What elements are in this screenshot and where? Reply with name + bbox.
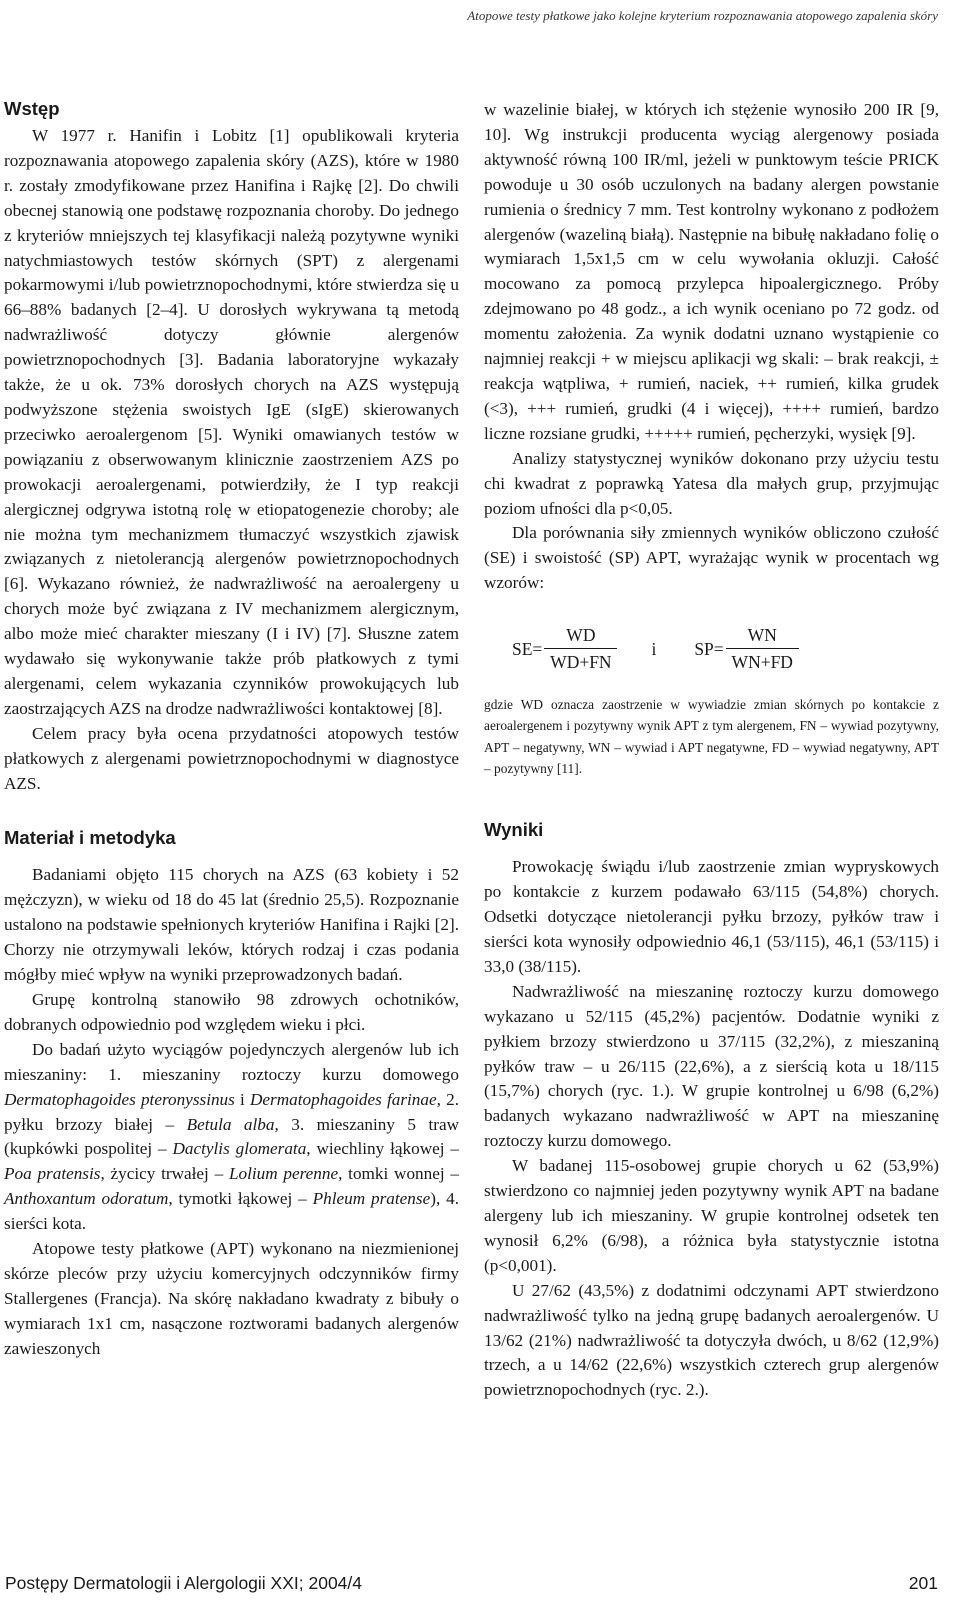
intro-paragraph-1: W 1977 r. Hanifin i Lobitz [1] opublikowali kryteria rozpoznawania atopowego zapalenia skóry (AZS), które w 1980 r. zostały zmodyfikowane przez Hanifina i Rajkę [2]. Do chwili obecnej stanowią one podstawę rozpoznania choroby. Do jednego z kryteriów mniejszych tej klasyfikacji należą pozytywne wyniki natychmiastowych testów skórnych (SPT) z alergenami pokarmowymi i/lub powietrznopochodnymi, które stwierdza się u 66–88% badanych [2–4]. U dorosłych wykrywana tą metodą nadwrażliwość dotyczy głównie alergenów powietrznopochodnych [3]. Badania laboratoryjne wykazały także, że u ok. 73% dorosłych chorych na AZS występują podwyższone stężenia swoistych IgE (sIgE) skierowanych przeciwko aeroalergenom [5]. Wyniki omawianych testów w powiązaniu z obserwowanym klinicznie zaostrzeniem AZS po prowokacji aeroalergenami, potwierdziły, że I typ reakcji alergicznej odgrywa istotną rolę w etiopatogenezie choroby; ale nie można tym mechanizmem tłumaczyć wszystkich zjawisk związanych z nietolerancją alergenów powietrznopochodnych [6]. Wykazano również, że nadwrażliwość na aeroalergeny u chorych może być związana z IV mechanizmem alergicznym, albo może mieć charakter mieszany (I i IV) [7]. Słuszne zatem wydawało się wykonywanie także prób płatkowych z tymi alergenami, celem wykazania czynników prowokujących lub zaostrzających AZS na drodze nadwrażliwości kontaktowej [8]. [4, 126, 459, 718]
species-name: Dermatophagoides farinae [250, 1089, 437, 1109]
sp-numerator: WN [726, 624, 799, 649]
se-label: SE= [512, 639, 543, 660]
methods-paragraph-6: Analizy statystycznej wyników dokonano przy użyciu testu chi kwadrat z poprawką Yatesa dla małych grup, przyjmując poziom ufności dla p<0,05. [484, 448, 939, 518]
intro-paragraph-2: Celem pracy była ocena przydatności atopowych testów płatkowych z alergenami powietrznopochodnymi w diagnostyce AZS. [4, 723, 459, 793]
methods-paragraph-2: Grupę kontrolną stanowiło 98 zdrowych ochotników, dobranych odpowiednio pod względem wieku i płci. [4, 990, 459, 1034]
text-run: , wiechliny łąkowej – [306, 1139, 459, 1159]
sp-fraction [726, 624, 799, 674]
methods-heading: Materiał i metodyka [4, 827, 176, 849]
sp-denominator: WN+FD [731, 652, 793, 673]
methods-paragraph-4: Atopowe testy płatkowe (APT) wykonano na niezmienionej skórze pleców przy użyciu komercyjnych odczynników firmy Stallergenes (Francja). Na skórę nakładano kwadraty z bibuły o wymiarach 1x1 cm, nasączone roztworami badanych alergenów zawieszonych [4, 1239, 459, 1358]
species-name: Phleum pratense [312, 1189, 431, 1209]
text-run: i [234, 1089, 251, 1109]
results-heading: Wyniki [484, 819, 544, 841]
text-run: 3. mieszaniny 5 traw (kupkówki pospolitej – [4, 1114, 459, 1159]
left-column [4, 96, 459, 1362]
se-numerator: WD [544, 624, 617, 649]
right-column [484, 98, 939, 1403]
se-denominator: WD+FN [550, 652, 612, 673]
sp-label: SP= [694, 639, 724, 660]
species-name: Lolium perenne [228, 1164, 339, 1184]
species-name: Betula alba, [186, 1114, 279, 1134]
journal-footer: Postępy Dermatologii i Alergologii XXI; 2004/4 [5, 1573, 363, 1593]
formula-connector: i [651, 638, 657, 659]
species-name: Anthoxantum odoratum [4, 1189, 169, 1209]
species-name: Dactylis glomerata [172, 1139, 307, 1159]
text-run: , tomki wonnej – [338, 1164, 459, 1184]
se-fraction [544, 624, 617, 674]
text-run: , tymotki łąkowej – [168, 1189, 313, 1209]
methods-paragraph-3 [4, 1038, 459, 1237]
running-head: Atopowe testy płatkowe jako kolejne kryterium rozpoznawania atopowego zapalenia skóry [467, 8, 938, 23]
text-run: Do badań użyto wyciągów pojedynczych alergenów lub ich mieszaniny: 1. mieszaniny roztoczy kurzu domowego [4, 1039, 459, 1084]
formula-footnote: gdzie WD oznacza zaostrzenie w wywiadzie zmian skórnych po kontakcie z aeroalergenem i pozytywny wynik APT z tym alergenem, FN – wywiad pozytywny, APT – negatywny, WN – wywiad i APT negatywne, FD – wywiad negatywny, APT – pozytywny [11]. [484, 697, 939, 777]
results-paragraph-4: U 27/62 (43,5%) z dodatnimi odczynami APT stwierdzono nadwrażliwość tylko na jedną grupę badanych aeroalergenów. U 13/62 (21%) nadwrażliwość ta dotyczyła dwóch, u 8/62 (12,9%) trzech, a u 14/62 (22,6%) wszystkich czterech grup alergenów powietrznopochodnych (ryc. 2.). [484, 1280, 939, 1400]
sensitivity-specificity-formula [512, 624, 939, 674]
species-name: Poa pratensis [4, 1164, 101, 1184]
text-run: , 2. pyłku brzozy białej – [4, 1089, 460, 1134]
methods-paragraph-1: Badaniami objęto 115 chorych na AZS (63 kobiety i 52 mężczyzn), w wieku od 18 do 45 lat (średnio 25,5). Rozpoznanie ustalono na podstawie spełnionych kryteriów Hanifina i Rajki [2]. Chorzy nie otrzymywali leków, których rodzaj i czas podania mógłby mieć wpływ na wyniki przeprowadzonych badań. [4, 865, 459, 985]
methods-paragraph-5: w wazelinie białej, w których ich stężenie wynosiło 200 IR [9, 10]. Wg instrukcji producenta wyciąg alergenowy posiada aktywność równą 100 IR/ml, jeżeli w punktowym teście PRICK powoduje u 30 osób uczulonych na badany alergen powstanie rumienia o średnicy 7 mm. Test kontrolny wykonano z podłożem alergenów (wazeliną białą). Następnie na bibułę nakładano folię o wymiarach 1,5x1,5 cm w celu wywołania okluzji. Całość mocowano za pomocą przylepca hipoalergicznego. Próby zdejmowano po 48 godz., a ich wynik oceniano po 72 godz. od momentu założenia. Za wynik dodatni uznano wystąpienie co najmniej reakcji + w miejscu aplikacji wg skali: – brak reakcji, ± reakcja wątpliwa, + rumień, naciek, ++ rumień, kilka grudek (<3), +++ rumień, grudki (4 i więcej), ++++ rumień, bardzo liczne rozsiane grudki, +++++ rumień, pęcherzyki, wysięk [9]. [484, 100, 939, 443]
page-number: 201 [908, 1573, 938, 1593]
results-paragraph-1: Prowokację świądu i/lub zaostrzenie zmian wypryskowych po kontakcie z kurzem podawało 63/115 (54,8%) chorych. Odsetki dotyczące nietolerancji pyłku brzozy, pyłków traw i sierści kota wynosiły odpowiednio 46,1 (53/115), 46,1 (53/115) i 33,0 (38/115). [484, 857, 939, 976]
methods-paragraph-7: Dla porównania siły zmiennych wyników obliczono czułość (SE) i swoistość (SP) APT, wyrażając wynik w procentach wg wzorów: [484, 523, 939, 593]
intro-heading: Wstęp [4, 98, 60, 119]
text-run: , życicy trwałej – [100, 1164, 229, 1184]
results-paragraph-2: Nadwrażliwość na mieszaninę roztoczy kurzu domowego wykazano u 52/115 (45,2%) pacjentów. Dodatnie wyniki z pyłkiem brzozy stwierdzono u 37/115 (32,2%), z mieszaniną pyłków traw – u 26/115 (22,6%), a z sierścią kota u 18/115 (15,7%) chorych (ryc. 1.). W grupie kontrolnej u 6/98 (6,2%) badanych wykazano nadwrażliwość w APT na mieszaninę roztoczy kurzu domowego. [484, 981, 939, 1151]
text-run: ), 4. sierści kota. [4, 1189, 460, 1234]
species-name: Dermatophagoides pteronyssinus [4, 1089, 235, 1109]
results-paragraph-3: W badanej 115-osobowej grupie chorych u 62 (53,9%) stwierdzono co najmniej jeden pozytywny wynik APT na badane alergeny lub ich mieszaniny. W grupie kontrolnej odsetek ten wynosił 6,2% (6/98), a różnica była statystycznie istotna (p<0,001). [484, 1156, 939, 1275]
